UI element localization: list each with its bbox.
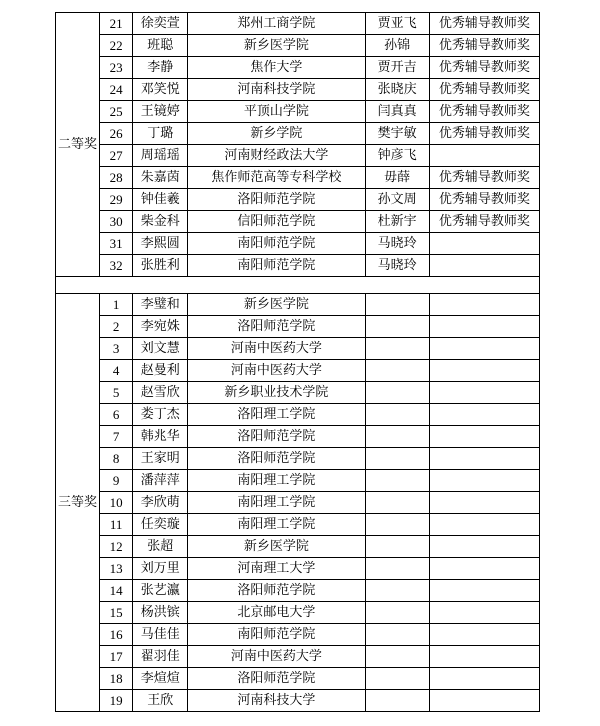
teacher-prize-cell — [429, 448, 539, 470]
teacher-cell: 马晓玲 — [365, 255, 429, 277]
student-name-cell: 张艺瀛 — [133, 580, 188, 602]
teacher-cell — [365, 382, 429, 404]
student-name-cell: 张超 — [133, 536, 188, 558]
table-row — [56, 13, 540, 35]
student-name-cell: 王欣 — [133, 690, 188, 712]
teacher-prize-cell — [429, 382, 539, 404]
row-number-cell: 13 — [100, 558, 133, 580]
table-row — [56, 646, 540, 668]
teacher-prize-cell — [429, 624, 539, 646]
table-row — [56, 558, 540, 580]
table-row — [56, 668, 540, 690]
row-number-cell: 30 — [100, 211, 133, 233]
student-name-cell: 邓笑悦 — [133, 79, 188, 101]
table-row — [56, 492, 540, 514]
teacher-cell — [365, 316, 429, 338]
teacher-prize-cell — [429, 255, 539, 277]
table-row — [56, 189, 540, 211]
teacher-prize-cell — [429, 558, 539, 580]
student-name-cell: 杨洪镔 — [133, 602, 188, 624]
student-name-cell: 钟佳羲 — [133, 189, 188, 211]
row-number-cell: 9 — [100, 470, 133, 492]
teacher-cell — [365, 338, 429, 360]
school-cell: 新乡职业技术学院 — [188, 382, 365, 404]
award-category-cell: 二等奖 — [56, 13, 100, 277]
row-number-cell: 27 — [100, 145, 133, 167]
teacher-prize-cell — [429, 145, 539, 167]
table-row — [56, 382, 540, 404]
school-cell: 平顶山学院 — [188, 101, 365, 123]
teacher-prize-cell — [429, 536, 539, 558]
student-name-cell: 王家明 — [133, 448, 188, 470]
student-name-cell: 李煊煊 — [133, 668, 188, 690]
student-name-cell: 丁璐 — [133, 123, 188, 145]
teacher-cell: 贾开吉 — [365, 57, 429, 79]
student-name-cell: 李欣萌 — [133, 492, 188, 514]
table-row — [56, 57, 540, 79]
teacher-prize-cell: 优秀辅导教师奖 — [429, 35, 539, 57]
table-row — [56, 101, 540, 123]
teacher-cell — [365, 602, 429, 624]
row-number-cell: 24 — [100, 79, 133, 101]
school-cell: 新乡医学院 — [188, 35, 365, 57]
teacher-prize-cell — [429, 233, 539, 255]
teacher-cell — [365, 558, 429, 580]
student-name-cell: 马佳佳 — [133, 624, 188, 646]
teacher-cell: 杜新宇 — [365, 211, 429, 233]
row-number-cell: 15 — [100, 602, 133, 624]
table-row — [56, 338, 540, 360]
school-cell: 新乡医学院 — [188, 294, 365, 316]
row-number-cell: 17 — [100, 646, 133, 668]
school-cell: 洛阳师范学院 — [188, 448, 365, 470]
row-number-cell: 6 — [100, 404, 133, 426]
teacher-cell: 樊宇敏 — [365, 123, 429, 145]
school-cell: 河南科技大学 — [188, 690, 365, 712]
school-cell: 新乡医学院 — [188, 536, 365, 558]
teacher-cell — [365, 492, 429, 514]
school-cell: 河南中医药大学 — [188, 360, 365, 382]
student-name-cell: 赵曼利 — [133, 360, 188, 382]
table-row — [56, 690, 540, 712]
teacher-prize-cell: 优秀辅导教师奖 — [429, 211, 539, 233]
teacher-cell — [365, 646, 429, 668]
teacher-cell — [365, 448, 429, 470]
teacher-cell: 孙文周 — [365, 189, 429, 211]
award-category-cell: 三等奖 — [56, 294, 100, 712]
row-number-cell: 1 — [100, 294, 133, 316]
teacher-prize-cell — [429, 338, 539, 360]
row-number-cell: 26 — [100, 123, 133, 145]
section-separator-cell — [56, 277, 540, 294]
school-cell: 信阳师范学院 — [188, 211, 365, 233]
row-number-cell: 8 — [100, 448, 133, 470]
table-row — [56, 35, 540, 57]
teacher-prize-cell — [429, 294, 539, 316]
teacher-prize-cell: 优秀辅导教师奖 — [429, 189, 539, 211]
table-row — [56, 294, 540, 316]
teacher-prize-cell — [429, 470, 539, 492]
school-cell: 南阳理工学院 — [188, 470, 365, 492]
teacher-cell: 闫真真 — [365, 101, 429, 123]
student-name-cell: 任奕璇 — [133, 514, 188, 536]
school-cell: 南阳理工学院 — [188, 492, 365, 514]
teacher-prize-cell — [429, 426, 539, 448]
school-cell: 南阳师范学院 — [188, 233, 365, 255]
row-number-cell: 4 — [100, 360, 133, 382]
section-separator-row — [56, 277, 540, 294]
row-number-cell: 5 — [100, 382, 133, 404]
teacher-cell: 钟彦飞 — [365, 145, 429, 167]
teacher-cell — [365, 536, 429, 558]
row-number-cell: 18 — [100, 668, 133, 690]
school-cell: 河南财经政法大学 — [188, 145, 365, 167]
teacher-cell: 孙锦 — [365, 35, 429, 57]
table-row — [56, 123, 540, 145]
student-name-cell: 赵雪欣 — [133, 382, 188, 404]
table-row — [56, 426, 540, 448]
teacher-cell — [365, 426, 429, 448]
teacher-prize-cell — [429, 646, 539, 668]
row-number-cell: 22 — [100, 35, 133, 57]
teacher-prize-cell — [429, 668, 539, 690]
student-name-cell: 张胜利 — [133, 255, 188, 277]
student-name-cell: 翟羽佳 — [133, 646, 188, 668]
row-number-cell: 10 — [100, 492, 133, 514]
row-number-cell: 32 — [100, 255, 133, 277]
table-row — [56, 448, 540, 470]
school-cell: 南阳理工学院 — [188, 514, 365, 536]
table-row — [56, 79, 540, 101]
teacher-cell — [365, 470, 429, 492]
school-cell: 焦作师范高等专科学校 — [188, 167, 365, 189]
teacher-prize-cell: 优秀辅导教师奖 — [429, 123, 539, 145]
row-number-cell: 12 — [100, 536, 133, 558]
school-cell: 洛阳理工学院 — [188, 404, 365, 426]
table-row — [56, 145, 540, 167]
teacher-cell — [365, 624, 429, 646]
school-cell: 洛阳师范学院 — [188, 189, 365, 211]
teacher-prize-cell — [429, 316, 539, 338]
student-name-cell: 娄丁杰 — [133, 404, 188, 426]
student-name-cell: 朱嘉茵 — [133, 167, 188, 189]
table-row — [56, 167, 540, 189]
teacher-prize-cell — [429, 404, 539, 426]
table-row — [56, 211, 540, 233]
row-number-cell: 28 — [100, 167, 133, 189]
table-row — [56, 233, 540, 255]
table-row — [56, 255, 540, 277]
teacher-prize-cell — [429, 690, 539, 712]
row-number-cell: 3 — [100, 338, 133, 360]
student-name-cell: 柴金科 — [133, 211, 188, 233]
student-name-cell: 李静 — [133, 57, 188, 79]
teacher-prize-cell — [429, 514, 539, 536]
table-row — [56, 624, 540, 646]
row-number-cell: 16 — [100, 624, 133, 646]
teacher-prize-cell — [429, 492, 539, 514]
school-cell: 新乡学院 — [188, 123, 365, 145]
table-row — [56, 360, 540, 382]
teacher-prize-cell: 优秀辅导教师奖 — [429, 79, 539, 101]
school-cell: 洛阳师范学院 — [188, 426, 365, 448]
teacher-cell — [365, 580, 429, 602]
teacher-cell: 毋薛 — [365, 167, 429, 189]
teacher-prize-cell — [429, 580, 539, 602]
student-name-cell: 李璧和 — [133, 294, 188, 316]
teacher-prize-cell: 优秀辅导教师奖 — [429, 13, 539, 35]
student-name-cell: 李宛姝 — [133, 316, 188, 338]
teacher-cell — [365, 668, 429, 690]
school-cell: 南阳师范学院 — [188, 624, 365, 646]
row-number-cell: 29 — [100, 189, 133, 211]
student-name-cell: 徐奕萱 — [133, 13, 188, 35]
student-name-cell: 周瑶瑶 — [133, 145, 188, 167]
teacher-cell: 贾亚飞 — [365, 13, 429, 35]
row-number-cell: 7 — [100, 426, 133, 448]
school-cell: 焦作大学 — [188, 57, 365, 79]
student-name-cell: 班聪 — [133, 35, 188, 57]
table-row — [56, 602, 540, 624]
row-number-cell: 23 — [100, 57, 133, 79]
teacher-cell — [365, 404, 429, 426]
student-name-cell: 刘万里 — [133, 558, 188, 580]
school-cell: 洛阳师范学院 — [188, 668, 365, 690]
student-name-cell: 王镜婷 — [133, 101, 188, 123]
teacher-cell: 张晓庆 — [365, 79, 429, 101]
teacher-cell — [365, 294, 429, 316]
table-row — [56, 470, 540, 492]
school-cell: 洛阳师范学院 — [188, 316, 365, 338]
student-name-cell: 韩兆华 — [133, 426, 188, 448]
teacher-prize-cell: 优秀辅导教师奖 — [429, 57, 539, 79]
teacher-prize-cell: 优秀辅导教师奖 — [429, 101, 539, 123]
school-cell: 河南科技学院 — [188, 79, 365, 101]
teacher-cell — [365, 360, 429, 382]
student-name-cell: 潘萍萍 — [133, 470, 188, 492]
table-row — [56, 536, 540, 558]
awards-table — [55, 12, 540, 712]
school-cell: 北京邮电大学 — [188, 602, 365, 624]
table-row — [56, 514, 540, 536]
row-number-cell: 11 — [100, 514, 133, 536]
student-name-cell: 李熙圆 — [133, 233, 188, 255]
row-number-cell: 19 — [100, 690, 133, 712]
school-cell: 南阳师范学院 — [188, 255, 365, 277]
row-number-cell: 31 — [100, 233, 133, 255]
teacher-cell — [365, 514, 429, 536]
table-row — [56, 316, 540, 338]
school-cell: 河南理工大学 — [188, 558, 365, 580]
table-row — [56, 404, 540, 426]
teacher-prize-cell: 优秀辅导教师奖 — [429, 167, 539, 189]
student-name-cell: 刘文慧 — [133, 338, 188, 360]
table-row — [56, 580, 540, 602]
school-cell: 洛阳师范学院 — [188, 580, 365, 602]
teacher-cell — [365, 690, 429, 712]
row-number-cell: 21 — [100, 13, 133, 35]
row-number-cell: 14 — [100, 580, 133, 602]
school-cell: 河南中医药大学 — [188, 646, 365, 668]
school-cell: 郑州工商学院 — [188, 13, 365, 35]
teacher-cell: 马晓玲 — [365, 233, 429, 255]
teacher-prize-cell — [429, 602, 539, 624]
school-cell: 河南中医药大学 — [188, 338, 365, 360]
teacher-prize-cell — [429, 360, 539, 382]
row-number-cell: 2 — [100, 316, 133, 338]
awards-table-body — [56, 13, 540, 712]
row-number-cell: 25 — [100, 101, 133, 123]
